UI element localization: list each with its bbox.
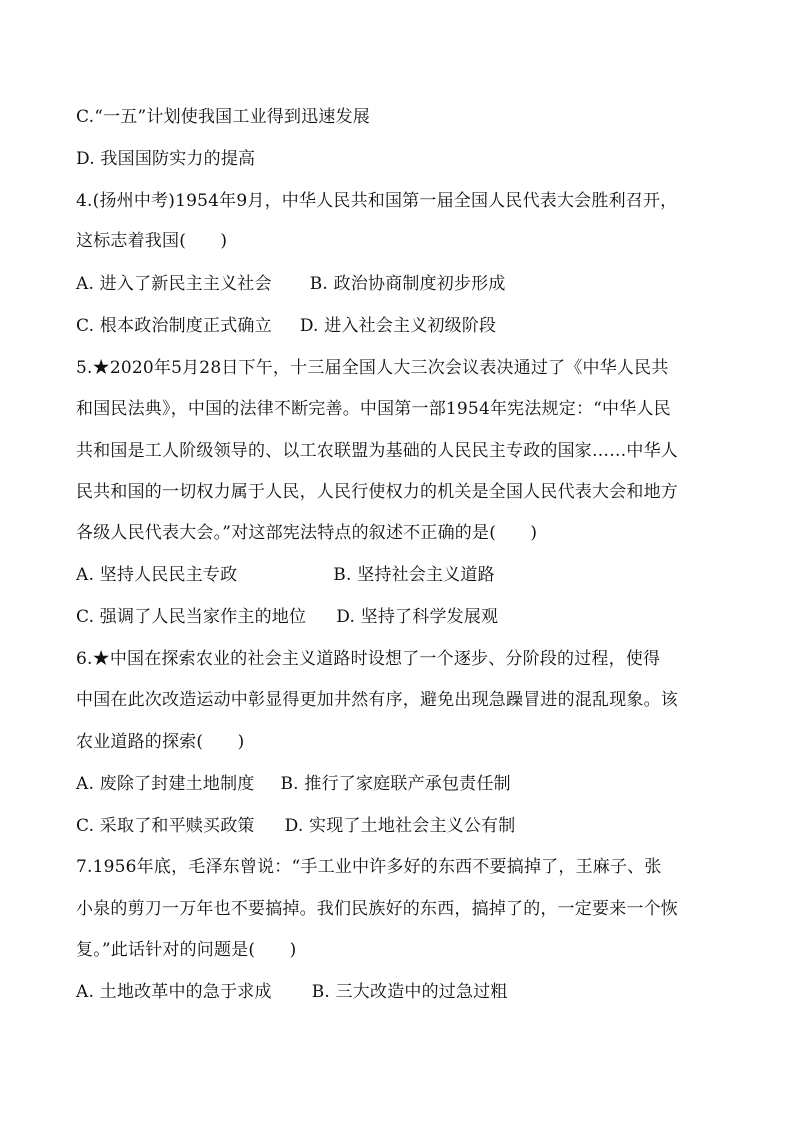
q4-stem-line-1: 4.(扬州中考)1954年9月，中华人民共和国第一届全国人民代表大会胜利召开，	[76, 191, 678, 211]
q6-option-a: A. 废除了封建土地制度	[76, 774, 255, 794]
q7-option-b: B. 三大改造中的过急过粗	[311, 982, 508, 1002]
q4-option-c: C. 根本政治制度正式确立	[76, 316, 272, 336]
q5-option-a: A. 坚持人民民主专政	[76, 565, 238, 585]
q5-stem-line-1: 5.★2020年5月28日下午，十三届全国人大三次会议表决通过了《中华人民共	[76, 358, 669, 378]
q5-option-d: D. 坚持了科学发展观	[336, 607, 499, 627]
q7-stem-line-3: 复。”此话针对的问题是( )	[76, 940, 297, 960]
q5-stem-line-5: 各级人民代表大会。”对这部宪法特点的叙述不正确的是( )	[76, 523, 538, 543]
q7-option-a: A. 土地改革中的急于求成	[76, 982, 272, 1002]
q6-option-b: B. 推行了家庭联产承包责任制	[280, 774, 511, 794]
q3-option-d: D. 我国国防实力的提高	[76, 149, 256, 169]
q6-option-d: D. 实现了土地社会主义公有制	[284, 816, 516, 836]
q5-options-row-2	[76, 605, 726, 629]
q5-options-row-1	[76, 563, 726, 587]
q4-option-d: D. 进入社会主义初级阶段	[299, 316, 497, 336]
q6-options-row-1	[76, 772, 726, 796]
q5-option-b: B. 坚持社会主义道路	[333, 565, 495, 585]
q4-options-row-2	[76, 314, 726, 338]
q6-options-row-2	[76, 814, 726, 838]
q6-option-c: C. 采取了和平赎买政策	[76, 816, 255, 836]
q4-stem-line-2: 这标志着我国( )	[76, 231, 228, 251]
q4-options-row-1	[76, 272, 726, 296]
q5-stem-line-2: 和国民法典》，中国的法律不断完善。中国第一部1954年宪法规定：“中华人民	[76, 399, 671, 419]
q5-stem-line-3: 共和国是工人阶级领导的、以工农联盟为基础的人民民主专政的国家……中华人	[76, 441, 678, 461]
q5-stem-line-4: 民共和国的一切权力属于人民，人民行使权力的机关是全国人民代表大会和地方	[76, 482, 678, 502]
q4-option-a: A. 进入了新民主主义社会	[76, 274, 272, 294]
q4-option-b: B. 政治协商制度初步形成	[309, 274, 506, 294]
q6-stem-line-1: 6.★中国在探索农业的社会主义道路时设想了一个逐步、分阶段的过程，使得	[76, 649, 661, 669]
q3-option-c: C.“一五”计划使我国工业得到迅速发展	[76, 107, 370, 127]
q6-stem-line-3: 农业道路的探索( )	[76, 732, 245, 752]
q7-stem-line-1: 7.1956年底，毛泽东曾说：“手工业中许多好的东西不要搞掉了，王麻子、张	[76, 857, 662, 877]
q6-stem-line-2: 中国在此次改造运动中彰显得更加井然有序，避免出现急躁冒进的混乱现象。该	[76, 690, 678, 710]
q7-options-row-1	[76, 980, 726, 1004]
q5-option-c: C. 强调了人民当家作主的地位	[76, 607, 307, 627]
q7-stem-line-2: 小泉的剪刀一万年也不要搞掉。我们民族好的东西，搞掉了的，一定要来一个恢	[76, 899, 678, 919]
